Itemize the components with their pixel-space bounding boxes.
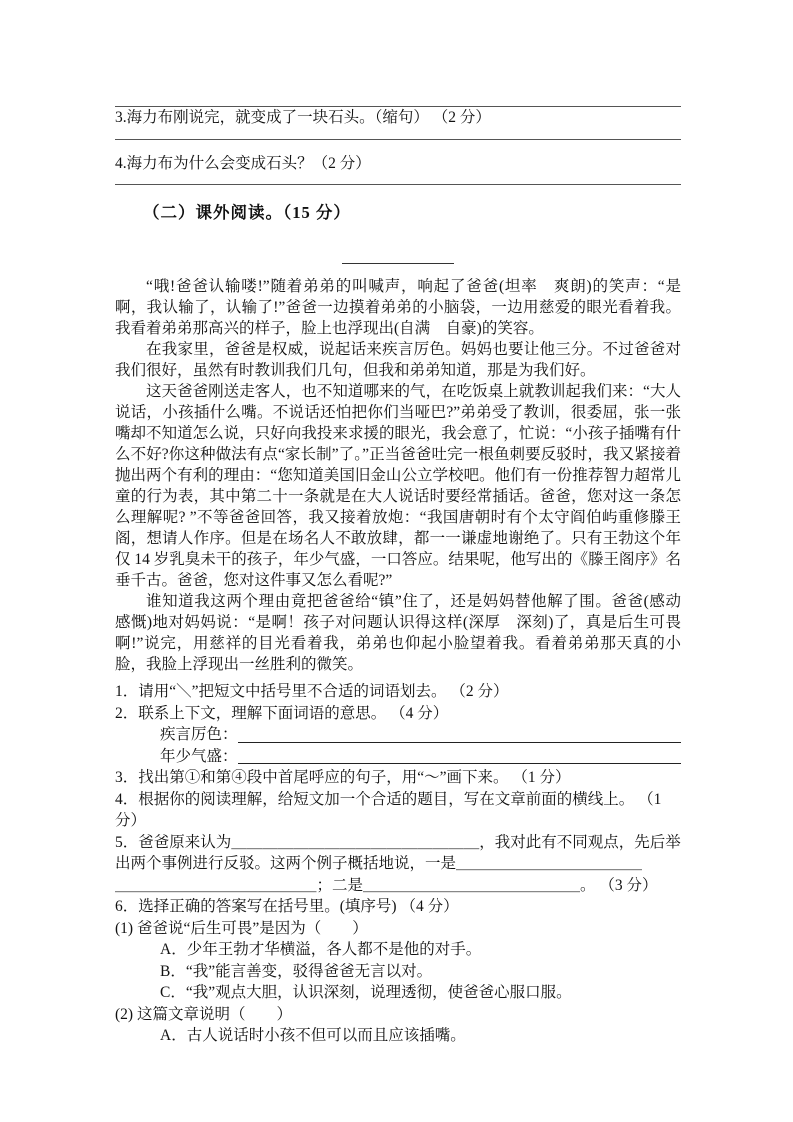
section-heading: （二）课外阅读。（15 分）: [143, 203, 351, 222]
question-6-part-2: (2) 这篇文章说明（ ）: [115, 1005, 292, 1023]
answer-line: [115, 139, 681, 140]
question-2-term-2: [115, 746, 681, 768]
option-a: A．少年王勃才华横溢，各人都不是他的对手。: [160, 941, 482, 958]
question-3: 3．找出第①和第④段中首尾呼应的句子，用“～”画下来。 （1 分）: [115, 769, 571, 786]
option-b: B．“我”能言善变，驳得爸爸无言以对。: [160, 962, 433, 980]
question-5-line-3: ＿＿＿＿＿＿＿＿＿＿＿＿＿；二是＿＿＿＿＿＿＿＿＿＿＿＿＿＿。 （3 分）: [115, 876, 658, 894]
question-2: 2．联系上下文，理解下面词语的意思。 （4 分）: [115, 704, 449, 722]
question-4: 4．根据你的阅读理解，给短文加一个合适的题目，写在文章前面的横线上。 （1 分）: [115, 790, 662, 829]
question-6: 6．选择正确的答案写在括号里。(填序号) （4 分）: [115, 898, 459, 915]
question-1: 1．请用“＼”把短文中括号里不合适的词语划去。 （2 分）: [115, 683, 509, 700]
questions-block: [115, 681, 681, 1047]
page-content: [115, 106, 697, 1047]
term-label: 年少气盛：: [160, 747, 238, 765]
prev-question-4: 4.海力布为什么会变成石头？（2 分）: [115, 154, 371, 172]
prev-question-3: 3.海力布刚说完，就变成了一块石头。（缩句） （2 分）: [115, 109, 491, 126]
term-label: 疾言厉色：: [160, 726, 238, 743]
question-2-term-1: [115, 724, 681, 746]
passage-paragraph: 谁知道我这两个理由竟把爸爸给“镇”住了，还是妈妈替他解了围。爸爸(感动 感慨)地对妈妈说：“是啊！孩子对问题认识得这样(深厚 深刻)了，真是后生可畏啊!”说完，用慈祥的目光看着我，弟弟也仰起小脸望着我。看着弟弟那天真的小脸，我脸上浮现出一丝胜利的微笑。: [115, 593, 697, 673]
question-6-part-1: (1) 爸爸说“后生可畏”是因为（ ）: [115, 919, 368, 937]
passage-paragraph: 在我家里，爸爸是权威，说起话来疾言厉色。妈妈也要让他三分。不过爸爸对我们很好，虽然有时教训我们几句，但我和弟弟知道，那是为我们好。: [115, 341, 681, 379]
title-blank-line: [342, 253, 454, 264]
question-5-line-2: 出两个事例进行反驳。这两个例子概括地说，一是＿＿＿＿＿＿＿＿＿＿＿＿: [115, 855, 643, 872]
reading-passage: [115, 276, 697, 675]
answer-line: [238, 741, 681, 743]
passage-paragraph: 这天爸爸刚送走客人，也不知道哪来的气，在吃饭桌上就教训起我们来：“大人说话，小孩插什么嘴。不说话还怕把你们当哑巴?”弟弟受了教训，很委屈，张一张嘴却不知道怎么说，只好向我投来求援的眼光，我会意了，忙说：“小孩子插嘴有什么不好?你这种做法有点“家长制”了。”正当爸爸吐完一根鱼刺要反驳时，我又紧接着抛出两个有利的理由：“您知道美国旧金山公立学校吧。他们有一份推荐智力超常儿童的行为表，其中第二十一条就是在大人说话时要经常插话。爸爸，您对这一条怎么理解呢? ”不等爸爸回答，我又接着放炮：“我国唐朝时有个太守阎伯屿重修滕王阁，想请人作序。但是在场名人不敢放肆，都一一谦虚地谢绝了。只有王勃这个年仅 14 岁乳臭未干的孩子，年少气盛，一口答应。结果呢，他写出的《滕王阁序》名垂千古。爸爸，您对这件事又怎么看呢?”: [115, 383, 681, 589]
option-a: A．古人说话时小孩不但可以而且应该插嘴。: [160, 1027, 466, 1044]
question-5-line-1: 5．爸爸原来认为＿＿＿＿＿＿＿＿＿＿＿＿＿＿＿＿，我对此有不同观点，先后举: [115, 833, 681, 851]
option-c: C．“我”观点大胆，认识深刻，说理透彻，使爸爸心服口服。: [160, 984, 572, 1001]
answer-line: [115, 184, 681, 185]
answer-line: [238, 762, 681, 764]
passage-paragraph: “哦!爸爸认输喽!”随着弟弟的叫喊声，响起了爸爸(坦率 爽朗)的笑声：“是啊，我认输了，认输了!”爸爸一边摸着弟弟的小脑袋，一边用慈爱的眼光看着我。我看着弟弟那高兴的样子，脸上也浮现出(自满 自豪)的笑容。: [115, 278, 681, 337]
